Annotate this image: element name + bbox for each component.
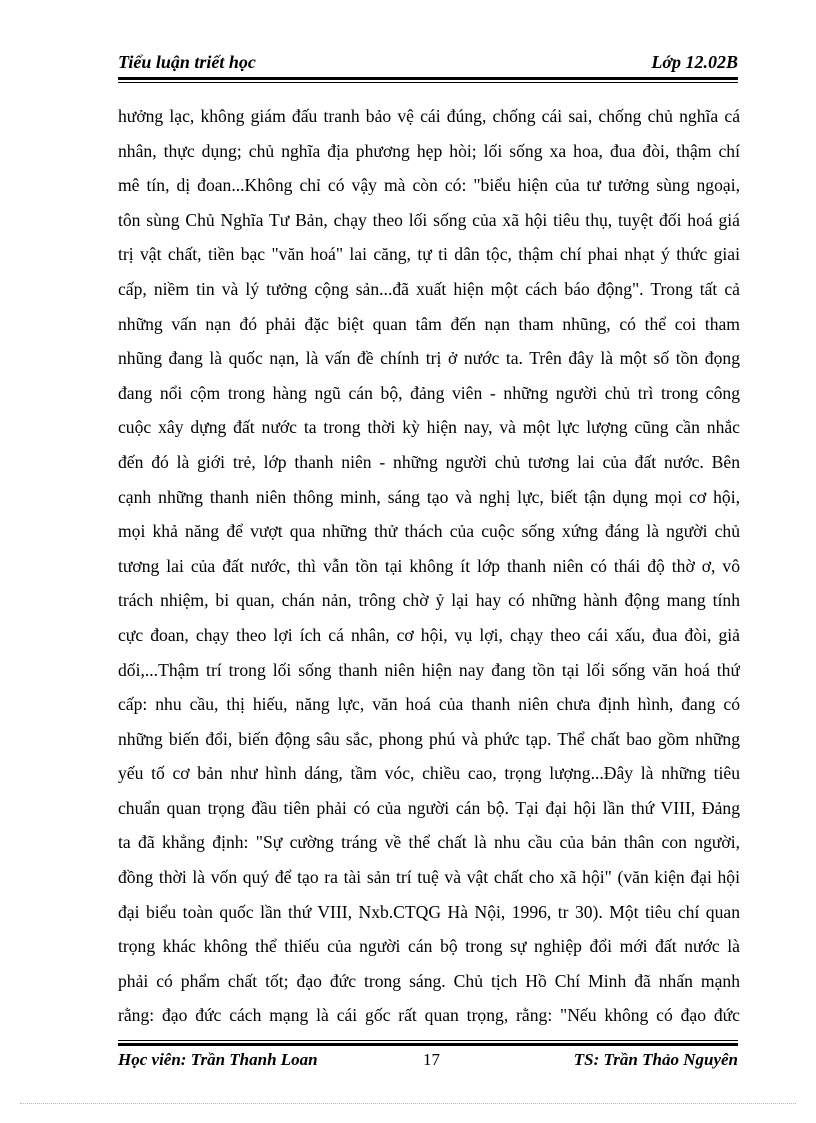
text-line: cực đoan, chạy theo lợi ích cá nhân, cơ hội, vụ lợi, chạy theo cái xấu, đua đòi, giả — [118, 624, 740, 645]
text-line: đại biểu toàn quốc lần thứ VIII, Nxb.CTQG Hà Nội, 1996, tr 30). Một tiêu chí quan — [118, 901, 740, 922]
text-line: trách nhiệm, bi quan, chán nản, trông chờ ỷ lại hay có những hành động mang tính — [118, 590, 740, 611]
text-line: mê tín, dị đoan...Không chỉ có vậy mà còn có: "biểu hiện của tư tưởng sùng ngoại, — [118, 175, 740, 196]
page-boundary-divider — [20, 1103, 796, 1104]
text-line: phải có phẩm chất tốt; đạo đức trong sáng. Chủ tịch Hồ Chí Minh đã nhấn mạnh — [118, 970, 740, 991]
text-line: tương lai của đất nước, thì vẫn tồn tại không ít lớp thanh niên có thái độ thờ ơ, vô — [118, 555, 740, 576]
document-title: Tiểu luận triết học — [118, 52, 256, 72]
text-line: cạnh những thanh niên thông minh, sáng tạo và nghị lực, biết tận dụng mọi cơ hội, — [118, 486, 740, 507]
page-header — [118, 52, 738, 78]
body-paragraph — [118, 99, 740, 1033]
text-line: yếu tố cơ bản như hình dáng, tầm vóc, chiều cao, trọng lượng...Đây là những tiêu — [118, 763, 740, 784]
page-number: 17 — [423, 1050, 440, 1069]
text-line: hưởng lạc, không giám đấu tranh bảo vệ cái đúng, chống cái sai, chống chủ nghĩa cá — [118, 106, 740, 126]
page-footer — [118, 1050, 738, 1074]
text-line: đến đó là giới trẻ, lớp thanh niên - những người chủ tương lai của đất nước. Bên — [118, 451, 740, 472]
header-rule-thick — [118, 77, 738, 80]
text-line: đang nổi cộm trong hàng ngũ cán bộ, đảng viên - những người chủ trì trong công — [118, 382, 740, 403]
student-name: Học viên: Trần Thanh Loan — [118, 1050, 318, 1069]
text-line: nhũng đang là quốc nạn, là vấn đề chính trị ở nước ta. Trên đây là một số tồn đọng — [118, 348, 740, 369]
text-line: chuẩn quan trọng đầu tiên phải có của người cán bộ. Tại đại hội lần thứ VIII, Đảng — [118, 797, 740, 818]
footer-rule-thick — [118, 1043, 738, 1046]
advisor-name: TS: Trần Thảo Nguyên — [573, 1050, 738, 1069]
text-line: ta đã khẳng định: "Sự cường tráng về thể chất là nhu cầu của bản thân con người, — [118, 832, 740, 853]
text-line: nhân, thực dụng; chủ nghĩa địa phương hẹp hòi; lối sống xa hoa, đua đòi, thậm chí — [118, 140, 740, 161]
text-line: rằng: đạo đức cách mạng là cái gốc rất quan trọng, rằng: "Nếu không có đạo đức — [118, 1005, 740, 1026]
text-line: tôn sùng Chủ Nghĩa Tư Bản, chạy theo lối sống của xã hội tiêu thụ, tuyệt đối hoá giá — [118, 209, 740, 230]
text-line: trị vật chất, tiền bạc "văn hoá" lai căng, tự ti dân tộc, thậm chí phai nhạt ý thức giai — [118, 244, 740, 265]
text-line: mọi khả năng để vượt qua những thử thách của cuộc sống xứng đáng là người chủ — [118, 521, 740, 542]
text-line: cuộc xây dựng đất nước ta trong thời kỳ hiện nay, và một lực lượng cũng cần nhắc — [118, 417, 740, 438]
footer-rule-thin — [118, 1040, 738, 1041]
text-line: trọng khác không thể thiếu của người cán bộ trong sự nghiệp đổi mới đất nước là — [118, 936, 740, 957]
text-line: dối,...Thậm trí trong lối sống thanh niên hiện nay đang tồn tại lối sống văn hoá thứ — [118, 659, 740, 680]
text-line: cấp, niềm tin và lý tưởng cộng sản...đã xuất hiện một cách báo động". Trong tất cả — [118, 278, 740, 299]
header-rule-thin — [118, 82, 738, 83]
text-line: đồng thời là vốn quý để tạo ra tài sản trí tuệ và vật chất cho xã hội" (văn kiện đại hội — [118, 867, 740, 888]
text-line: những vấn nạn đó phải đặc biệt quan tâm đến nạn tham nhũng, có thể coi tham — [118, 313, 740, 334]
text-line: cấp: nhu cầu, thị hiếu, năng lực, văn hoá của thanh niên chưa định hình, đang có — [118, 694, 740, 715]
text-line: những biến đổi, biến động sâu sắc, phong phú và phức tạp. Thể chất bao gồm những — [118, 728, 740, 749]
class-label: Lớp 12.02B — [651, 52, 738, 72]
